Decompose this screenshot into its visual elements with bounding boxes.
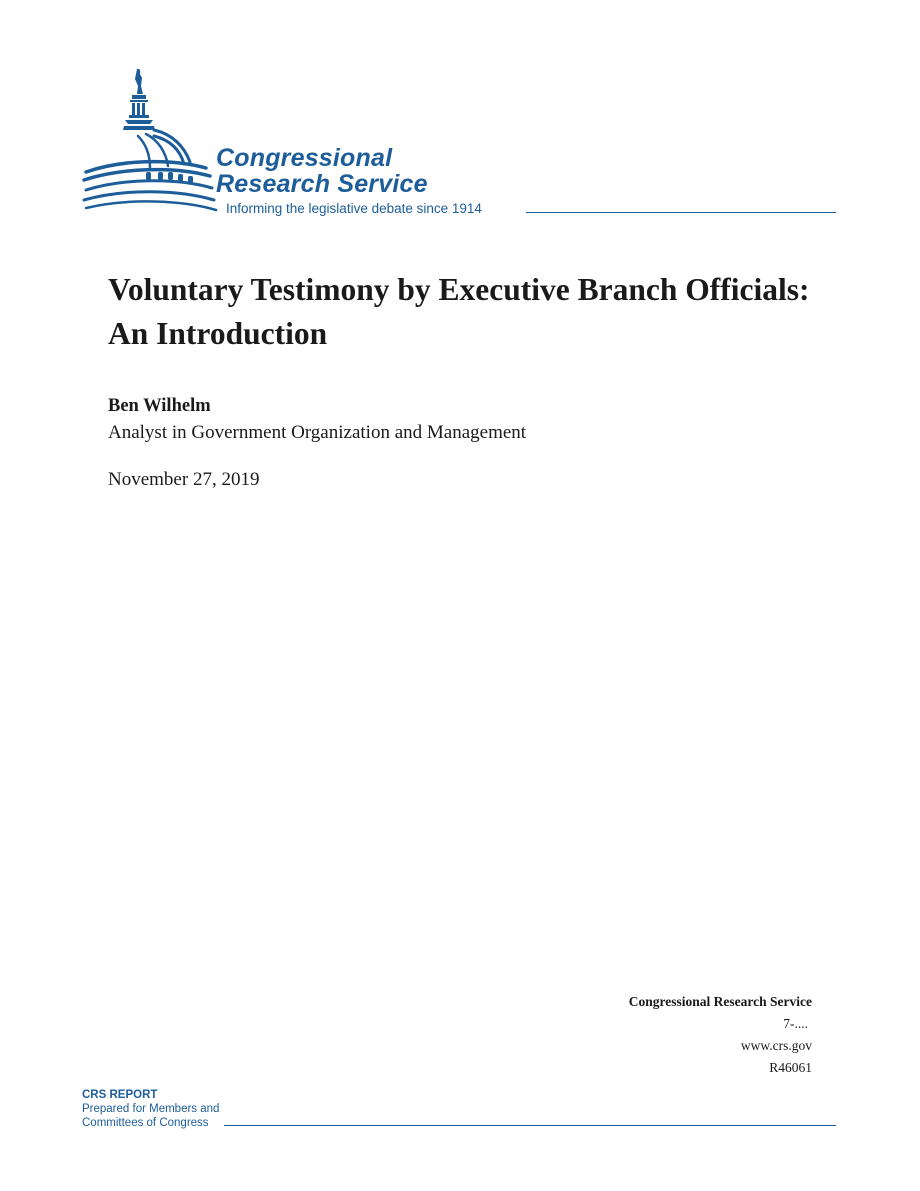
footer: [82, 1089, 838, 1133]
report-number: R46061: [769, 1060, 812, 1075]
footer-line2: Committees of Congress: [82, 1117, 209, 1129]
footer-label: CRS REPORT: [82, 1089, 158, 1101]
logo-tagline: Informing the legislative debate since 1914: [226, 201, 482, 216]
publisher-website: www.crs.gov: [740, 1038, 812, 1053]
author-name: Ben Wilhelm: [108, 396, 211, 416]
logo-divider: [526, 212, 836, 213]
publisher-code: 7-....: [783, 1016, 808, 1031]
report-title: Voluntary Testimony by Executive Branch Officials: An Introduction: [108, 272, 810, 351]
footer-line1: Prepared for Members and: [82, 1103, 220, 1115]
report-date: November 27, 2019: [108, 469, 260, 490]
logo-wordmark: [216, 146, 428, 197]
publisher-name: Congressional Research Service: [628, 994, 812, 1009]
author-role: Analyst in Government Organization and Management: [108, 422, 527, 443]
capitol-dome-icon: [80, 64, 220, 220]
crs-logo: [80, 64, 840, 224]
publisher-info: [629, 991, 812, 1079]
logo-name-line2: Research Service: [216, 170, 428, 198]
footer-divider: [224, 1125, 836, 1126]
logo-name-line1: Congressional: [216, 144, 393, 172]
